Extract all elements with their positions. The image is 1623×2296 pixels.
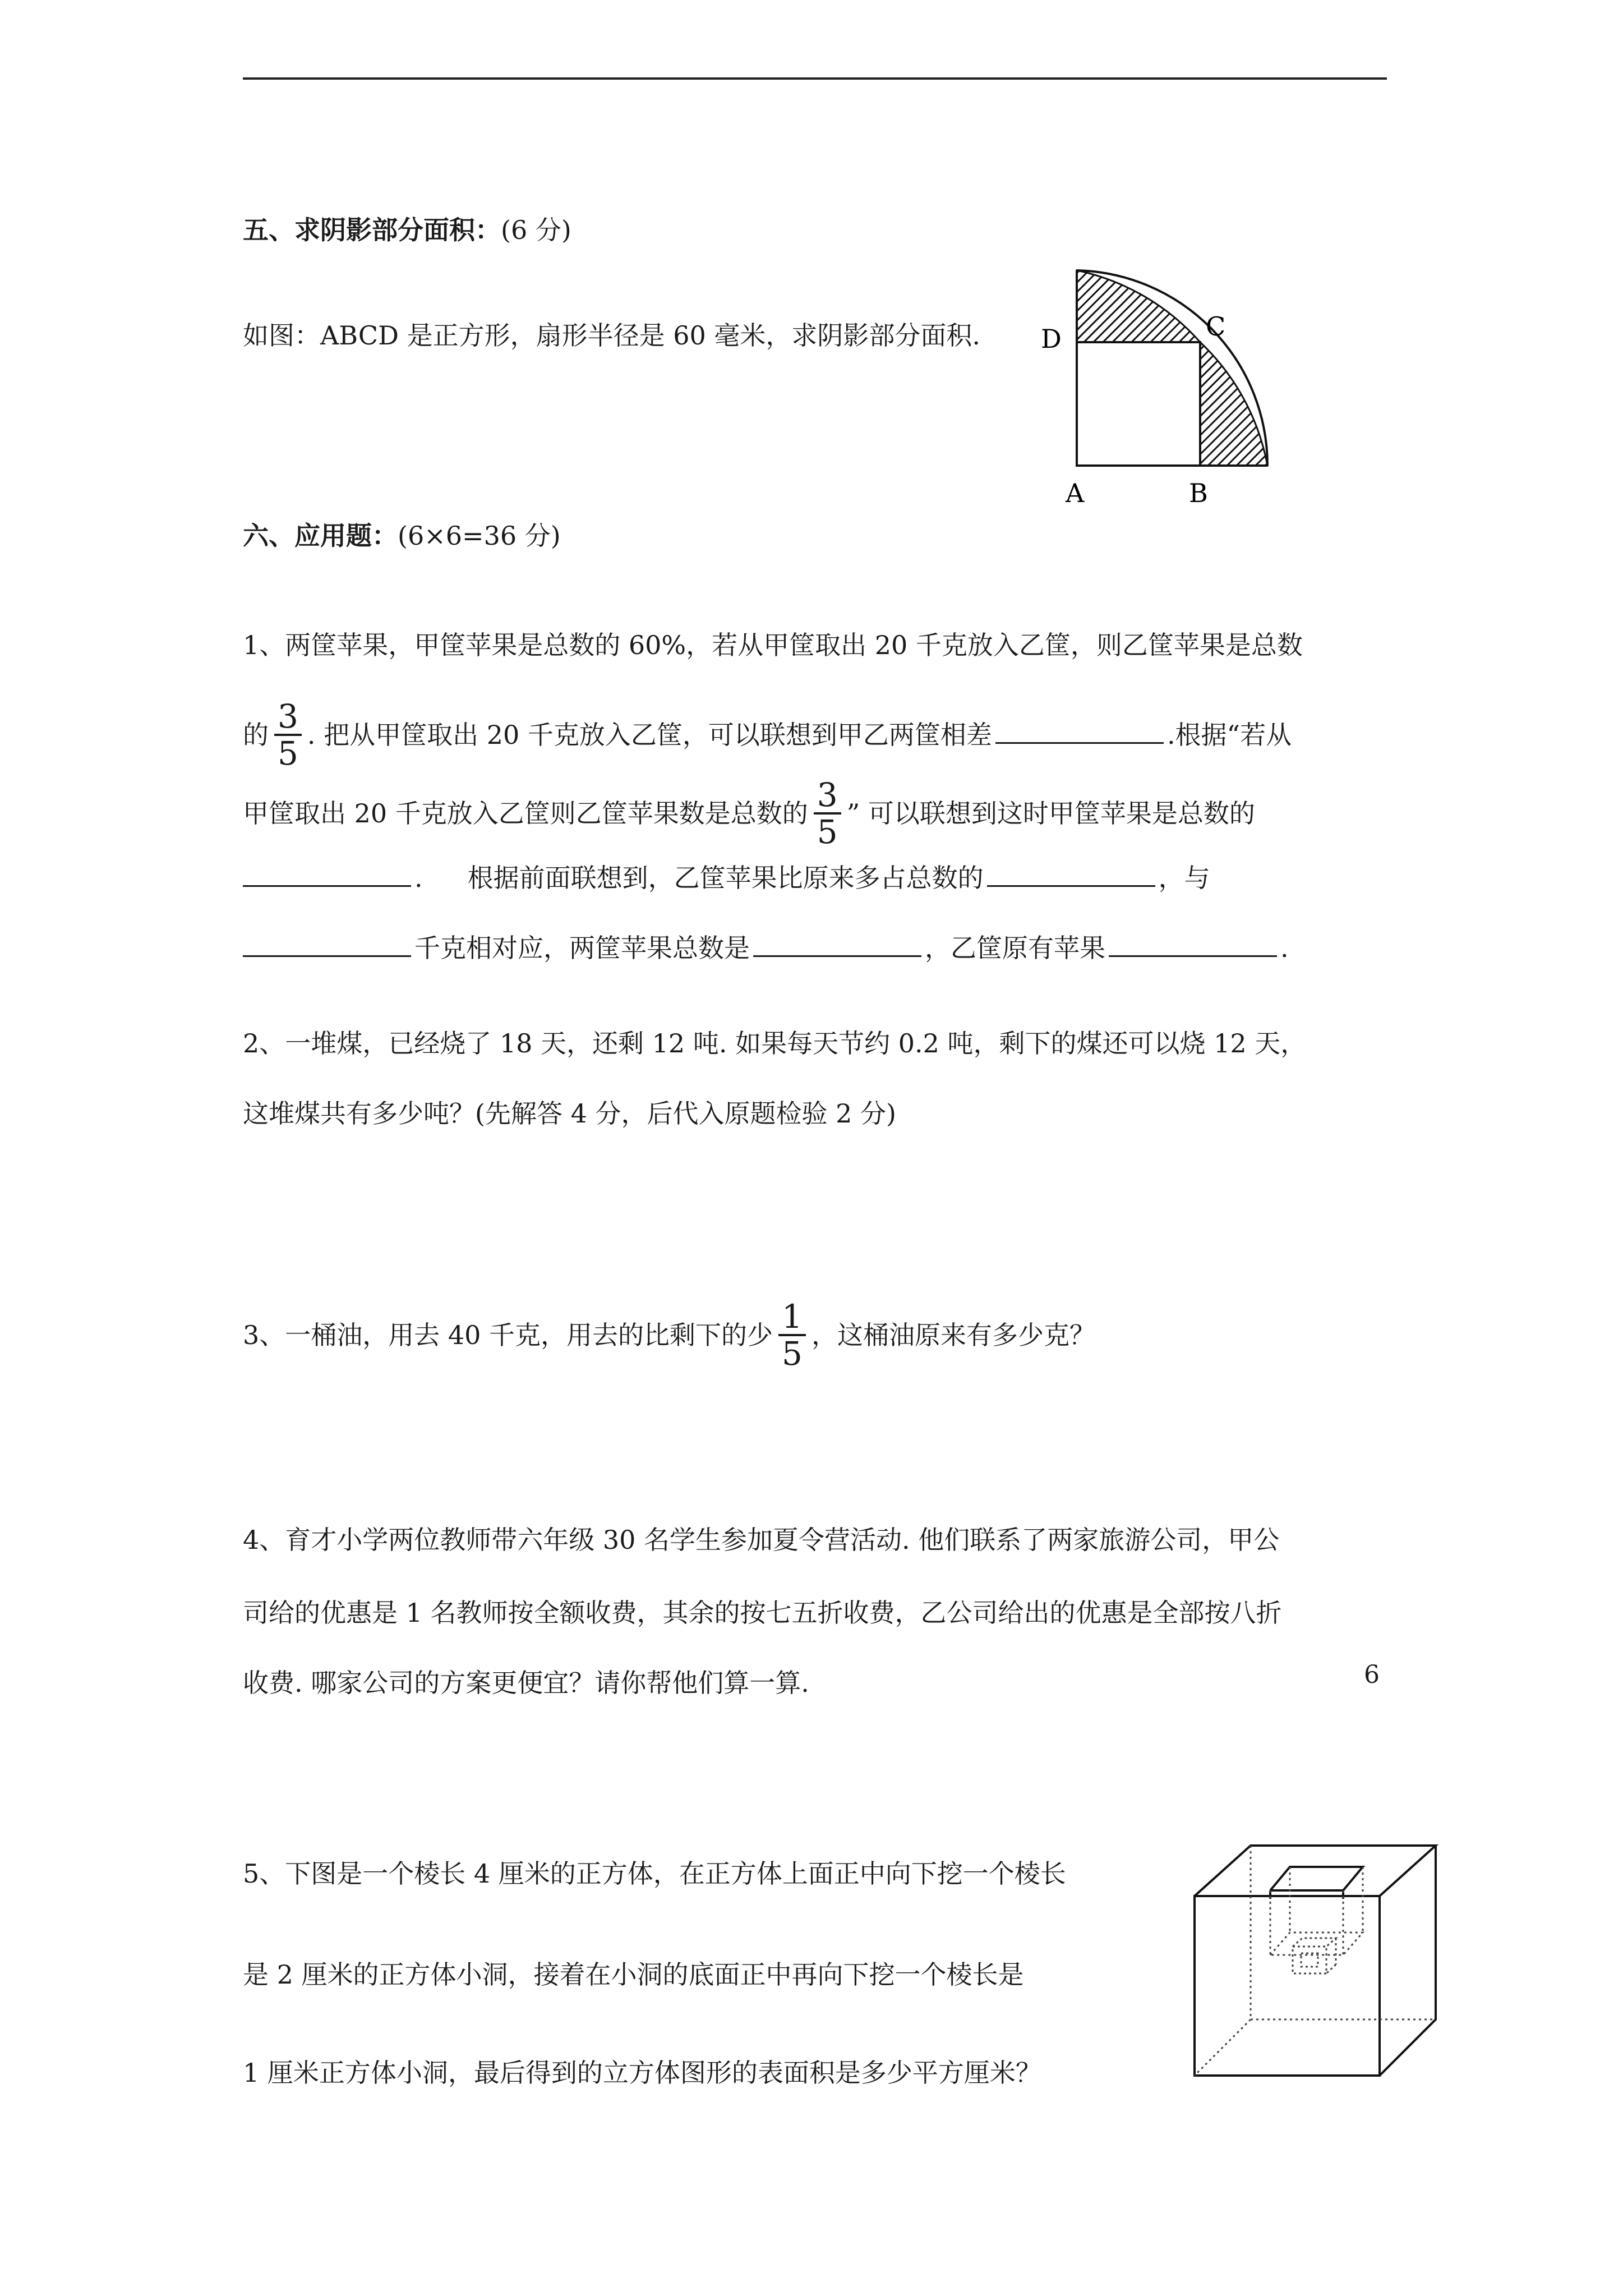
q1-text: ” 可以联想到这时甲筐苹果是总数的 (846, 798, 1255, 829)
q4-line3: 收费. 哪家公司的方案更便宜？请你帮他们算一算. (243, 1668, 809, 1698)
answer-blank[interactable] (987, 863, 1155, 887)
q1-text: 甲筐取出 20 千克放入乙筐则乙筐苹果数是总数的 (243, 798, 808, 829)
q1-text: . (414, 863, 423, 893)
fraction (814, 777, 841, 849)
fraction-denominator: 5 (782, 1335, 803, 1373)
q1-text: .根据“若从 (1166, 720, 1292, 750)
section6-points: (6×6=36 分) (398, 521, 561, 551)
page-number: 6 (1364, 1660, 1380, 1689)
q5-line3: 1 厘米正方体小洞，最后得到的立方体图形的表面积是多少平方厘米？ (243, 2058, 1041, 2088)
q3-line (243, 1297, 1095, 1373)
answer-blank[interactable] (243, 863, 411, 887)
fraction-denominator: 5 (278, 734, 298, 772)
fraction-numerator: 3 (274, 699, 302, 736)
section6-heading (243, 519, 561, 553)
fraction-denominator: 5 (817, 813, 838, 851)
fraction (778, 1299, 806, 1371)
fraction-numerator: 1 (778, 1299, 806, 1336)
q1-text: 千克相对应，两筐苹果总数是 (414, 933, 750, 963)
q3-text: ，这桶油原来有多少克？ (811, 1320, 1095, 1350)
q5-line1: 5、下图是一个棱长 4 厘米的正方体，在正方体上面正中向下挖一个棱长 (243, 1858, 1066, 1889)
label-b: B (1189, 478, 1208, 508)
q1-text: . 把从甲筐取出 20 千克放入乙筐，可以联想到甲乙两筐相差 (307, 720, 992, 750)
q4-line1: 4、育才小学两位教师带六年级 30 名学生参加夏令营活动. 他们联系了两家旅游公司，甲公 (243, 1525, 1280, 1555)
section5-heading (243, 213, 571, 247)
answer-blank[interactable] (995, 720, 1164, 744)
label-a: A (1066, 478, 1085, 508)
fraction (274, 699, 302, 771)
fraction-numerator: 3 (814, 777, 841, 815)
q1-line1: 1、两筐苹果，甲筐苹果是总数的 60%，若从甲筐取出 20 千克放入乙筐，则乙筐苹果是总数 (243, 630, 1303, 660)
answer-blank[interactable] (243, 933, 411, 957)
q1-line2 (243, 697, 1292, 773)
q3-text: 3、一桶油，用去 40 千克，用去的比剩下的少 (243, 1320, 773, 1350)
section6-title: 六、应用题： (243, 521, 398, 551)
q1-line4 (243, 861, 1210, 895)
section5-text: 如图：ABCD 是正方形，扇形半径是 60 毫米，求阴影部分面积. (243, 320, 980, 351)
header-rule (243, 77, 1387, 80)
q1-text: ，与 (1158, 863, 1210, 893)
q1-text: 的 (243, 720, 269, 750)
q2-line1: 2、一堆煤，已经烧了 18 天，还剩 12 吨. 如果每天节约 0.2 吨，剩下的煤还可以烧 12 天， (243, 1028, 1307, 1059)
square-sector-figure (1038, 264, 1290, 510)
q4-line2: 司给的优惠是 1 名教师按全额收费，其余的按七五折收费，乙公司给出的优惠是全部按八折 (243, 1598, 1282, 1628)
label-d: D (1041, 324, 1062, 354)
section5-points: (6 分) (501, 215, 571, 245)
cube-figure (1178, 1834, 1453, 2087)
square-abcd (1077, 342, 1200, 466)
q1-text: . (1280, 933, 1289, 963)
section5-title: 五、求阴影部分面积： (243, 215, 501, 245)
q5-line2: 是 2 厘米的正方体小洞，接着在小洞的底面正中再向下挖一个棱长是 (243, 1959, 1024, 1990)
hole-2cm-hidden (1270, 1867, 1363, 1955)
hole-2cm (1270, 1867, 1363, 1899)
q1-text: ，乙筐原有苹果 (925, 933, 1105, 963)
answer-blank[interactable] (1109, 933, 1277, 957)
q2-line2: 这堆煤共有多少吨？(先解答 4 分，后代入原题检验 2 分) (243, 1098, 896, 1129)
q1-line5 (243, 931, 1289, 965)
label-c: C (1206, 311, 1226, 342)
answer-blank[interactable] (753, 933, 921, 957)
q1-text: 根据前面联想到，乙筐苹果比原来多占总数的 (467, 863, 984, 893)
q1-line3 (243, 776, 1255, 852)
hidden-edges (1195, 1846, 1436, 2076)
